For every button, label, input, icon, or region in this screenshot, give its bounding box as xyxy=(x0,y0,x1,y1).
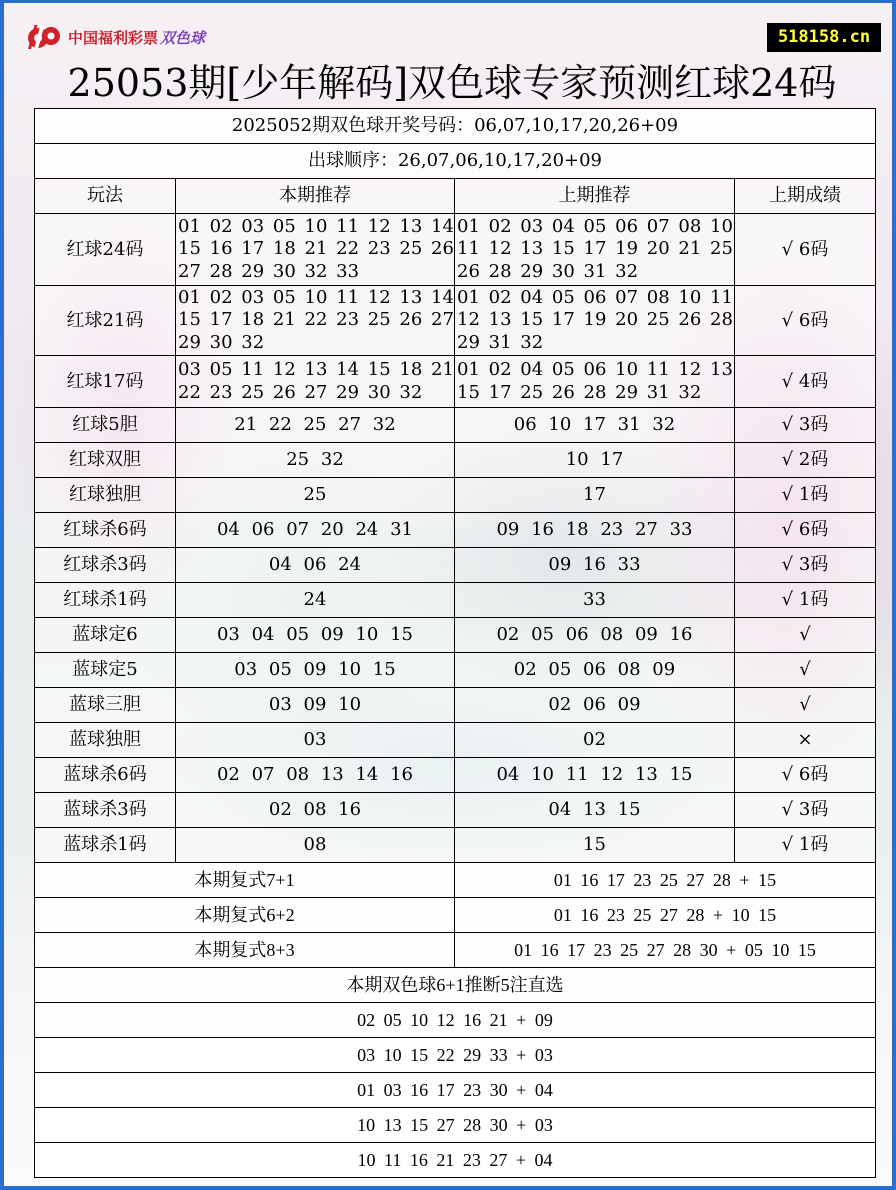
play-label: 红球双胆 xyxy=(35,443,176,478)
column-header-row xyxy=(35,179,876,214)
compound-numbers: 01 16 23 25 27 28 + 10 15 xyxy=(455,898,876,933)
col-header-play: 玩法 xyxy=(35,179,176,214)
previous-result: √ 6码 xyxy=(735,286,876,356)
play-label: 蓝球独胆 xyxy=(35,723,176,758)
number-line: 26 28 29 30 31 32 xyxy=(457,260,639,282)
number-line: 15 17 18 21 22 23 25 26 27 xyxy=(178,309,454,331)
number-line: 01 02 03 05 10 11 12 13 14 xyxy=(178,215,454,237)
table-row xyxy=(35,723,876,758)
table-row xyxy=(35,583,876,618)
play-label: 蓝球定6 xyxy=(35,618,176,653)
compound-numbers: 01 16 17 23 25 27 28 30 + 05 10 15 xyxy=(455,933,876,968)
table-row xyxy=(35,548,876,583)
current-numbers: 25 32 xyxy=(176,443,455,478)
previous-result: √ 1码 xyxy=(735,828,876,863)
table-row xyxy=(35,828,876,863)
previous-numbers: 06 10 17 31 32 xyxy=(455,408,735,443)
current-numbers xyxy=(176,214,455,286)
previous-result: √ 6码 xyxy=(735,513,876,548)
previous-numbers: 15 xyxy=(455,828,735,863)
current-numbers: 03 xyxy=(176,723,455,758)
previous-numbers: 04 10 11 12 13 15 xyxy=(455,758,735,793)
current-numbers: 03 04 05 09 10 15 xyxy=(176,618,455,653)
previous-numbers: 17 xyxy=(455,478,735,513)
play-label: 红球杀3码 xyxy=(35,548,176,583)
current-numbers: 02 07 08 13 14 16 xyxy=(176,758,455,793)
number-line: 29 30 32 xyxy=(178,331,265,353)
previous-result: × xyxy=(735,723,876,758)
play-label: 红球17码 xyxy=(35,356,176,408)
number-line: 27 28 29 30 32 33 xyxy=(178,260,360,282)
welfare-lottery-logo xyxy=(24,23,205,51)
previous-result: √ xyxy=(735,653,876,688)
logo-text xyxy=(68,27,205,48)
draw-order-row xyxy=(35,144,876,179)
direct-pick-row xyxy=(35,1108,876,1143)
compound-row xyxy=(35,863,876,898)
previous-numbers: 10 17 xyxy=(455,443,735,478)
draw-order: 出球顺序：26,07,06,10,17,20+09 xyxy=(35,144,876,179)
previous-numbers: 04 13 15 xyxy=(455,793,735,828)
direct-pick-ticket: 03 10 15 22 29 33 + 03 xyxy=(35,1038,876,1073)
direct-pick-ticket: 02 05 10 12 16 21 + 09 xyxy=(35,1003,876,1038)
previous-numbers xyxy=(455,214,735,286)
previous-result: √ 3码 xyxy=(735,793,876,828)
compound-label: 本期复式8+3 xyxy=(35,933,455,968)
direct-pick-ticket: 10 13 15 27 28 30 + 03 xyxy=(35,1108,876,1143)
previous-numbers: 02 06 09 xyxy=(455,688,735,723)
number-line: 11 12 13 15 17 19 20 21 25 xyxy=(457,238,733,260)
table-row xyxy=(35,653,876,688)
play-label: 蓝球杀1码 xyxy=(35,828,176,863)
current-numbers: 03 05 09 10 15 xyxy=(176,653,455,688)
table-row xyxy=(35,618,876,653)
number-line: 01 02 04 05 06 07 08 10 11 xyxy=(457,286,733,308)
current-numbers: 24 xyxy=(176,583,455,618)
site-badge: 518158.cn xyxy=(767,23,881,52)
logo-org-name: 中国福利彩票 xyxy=(68,28,159,47)
play-label: 蓝球杀3码 xyxy=(35,793,176,828)
page-title: 25053期[少年解码]双色球专家预测红球24码 xyxy=(67,61,837,105)
previous-numbers xyxy=(455,356,735,408)
play-label: 红球杀1码 xyxy=(35,583,176,618)
previous-numbers: 02 05 06 08 09 16 xyxy=(455,618,735,653)
draw-result: 2025052期双色球开奖号码：06,07,10,17,20,26+09 xyxy=(35,109,876,144)
number-line: 12 13 15 17 19 20 25 26 28 xyxy=(457,309,733,331)
previous-result: √ 6码 xyxy=(735,214,876,286)
compound-row xyxy=(35,898,876,933)
previous-result: √ 2码 xyxy=(735,443,876,478)
previous-result: √ 6码 xyxy=(735,758,876,793)
play-label: 红球21码 xyxy=(35,286,176,356)
table-row xyxy=(35,478,876,513)
previous-numbers xyxy=(455,286,735,356)
compound-row xyxy=(35,933,876,968)
current-numbers: 25 xyxy=(176,478,455,513)
current-numbers: 02 08 16 xyxy=(176,793,455,828)
direct-pick-row xyxy=(35,1073,876,1108)
direct-pick-row xyxy=(35,1038,876,1073)
lottery-logo-icon xyxy=(24,23,64,51)
compound-label: 本期复式6+2 xyxy=(35,898,455,933)
number-line: 01 02 04 05 06 10 11 12 13 xyxy=(457,359,733,380)
previous-result: √ 1码 xyxy=(735,583,876,618)
previous-numbers: 02 05 06 08 09 xyxy=(455,653,735,688)
current-numbers xyxy=(176,286,455,356)
previous-numbers: 02 xyxy=(455,723,735,758)
current-numbers: 08 xyxy=(176,828,455,863)
play-label: 蓝球杀6码 xyxy=(35,758,176,793)
table-row xyxy=(35,758,876,793)
previous-result: √ xyxy=(735,688,876,723)
direct-pick-ticket: 10 11 16 21 23 27 + 04 xyxy=(35,1143,876,1178)
draw-result-row xyxy=(35,109,876,144)
direct-pick-row xyxy=(35,1143,876,1178)
col-header-previous-result: 上期成绩 xyxy=(735,179,876,214)
play-label: 蓝球三胆 xyxy=(35,688,176,723)
table-row xyxy=(35,513,876,548)
table-row xyxy=(35,793,876,828)
play-label: 红球5胆 xyxy=(35,408,176,443)
previous-result: √ 1码 xyxy=(735,478,876,513)
number-line: 03 05 11 12 13 14 15 18 21 xyxy=(178,359,454,380)
table-row xyxy=(35,286,876,356)
compound-numbers: 01 16 17 23 25 27 28 + 15 xyxy=(455,863,876,898)
current-numbers: 21 22 25 27 32 xyxy=(176,408,455,443)
table-row xyxy=(35,443,876,478)
direct-pick-ticket: 01 03 16 17 23 30 + 04 xyxy=(35,1073,876,1108)
number-line: 15 16 17 18 21 22 23 25 26 xyxy=(178,238,454,260)
previous-numbers: 33 xyxy=(455,583,735,618)
current-numbers: 03 09 10 xyxy=(176,688,455,723)
current-numbers xyxy=(176,356,455,408)
col-header-current: 本期推荐 xyxy=(176,179,455,214)
play-label: 红球24码 xyxy=(35,214,176,286)
previous-numbers: 09 16 18 23 27 33 xyxy=(455,513,735,548)
table-row xyxy=(35,408,876,443)
col-header-previous: 上期推荐 xyxy=(455,179,735,214)
previous-result: √ 3码 xyxy=(735,548,876,583)
table-row xyxy=(35,688,876,723)
table-row xyxy=(35,356,876,408)
number-line: 29 31 32 xyxy=(457,331,544,353)
current-numbers: 04 06 24 xyxy=(176,548,455,583)
prediction-table xyxy=(34,108,876,1178)
play-label: 蓝球定5 xyxy=(35,653,176,688)
direct-pick-row xyxy=(35,1003,876,1038)
previous-result: √ xyxy=(735,618,876,653)
direct-picks-title: 本期双色球6+1推断5注直选 xyxy=(35,968,876,1003)
number-line: 01 02 03 05 10 11 12 13 14 xyxy=(178,286,454,308)
number-line: 22 23 25 26 27 29 30 32 xyxy=(178,381,423,403)
compound-label: 本期复式7+1 xyxy=(35,863,455,898)
direct-picks-title-row xyxy=(35,968,876,1003)
previous-result: √ 4码 xyxy=(735,356,876,408)
previous-numbers: 09 16 33 xyxy=(455,548,735,583)
number-line: 15 17 25 26 28 29 31 32 xyxy=(457,381,702,403)
play-label: 红球独胆 xyxy=(35,478,176,513)
number-line: 01 02 03 04 05 06 07 08 10 xyxy=(457,215,733,237)
current-numbers: 04 06 07 20 24 31 xyxy=(176,513,455,548)
previous-result: √ 3码 xyxy=(735,408,876,443)
table-row xyxy=(35,214,876,286)
logo-game-name: 双色球 xyxy=(160,28,206,47)
play-label: 红球杀6码 xyxy=(35,513,176,548)
